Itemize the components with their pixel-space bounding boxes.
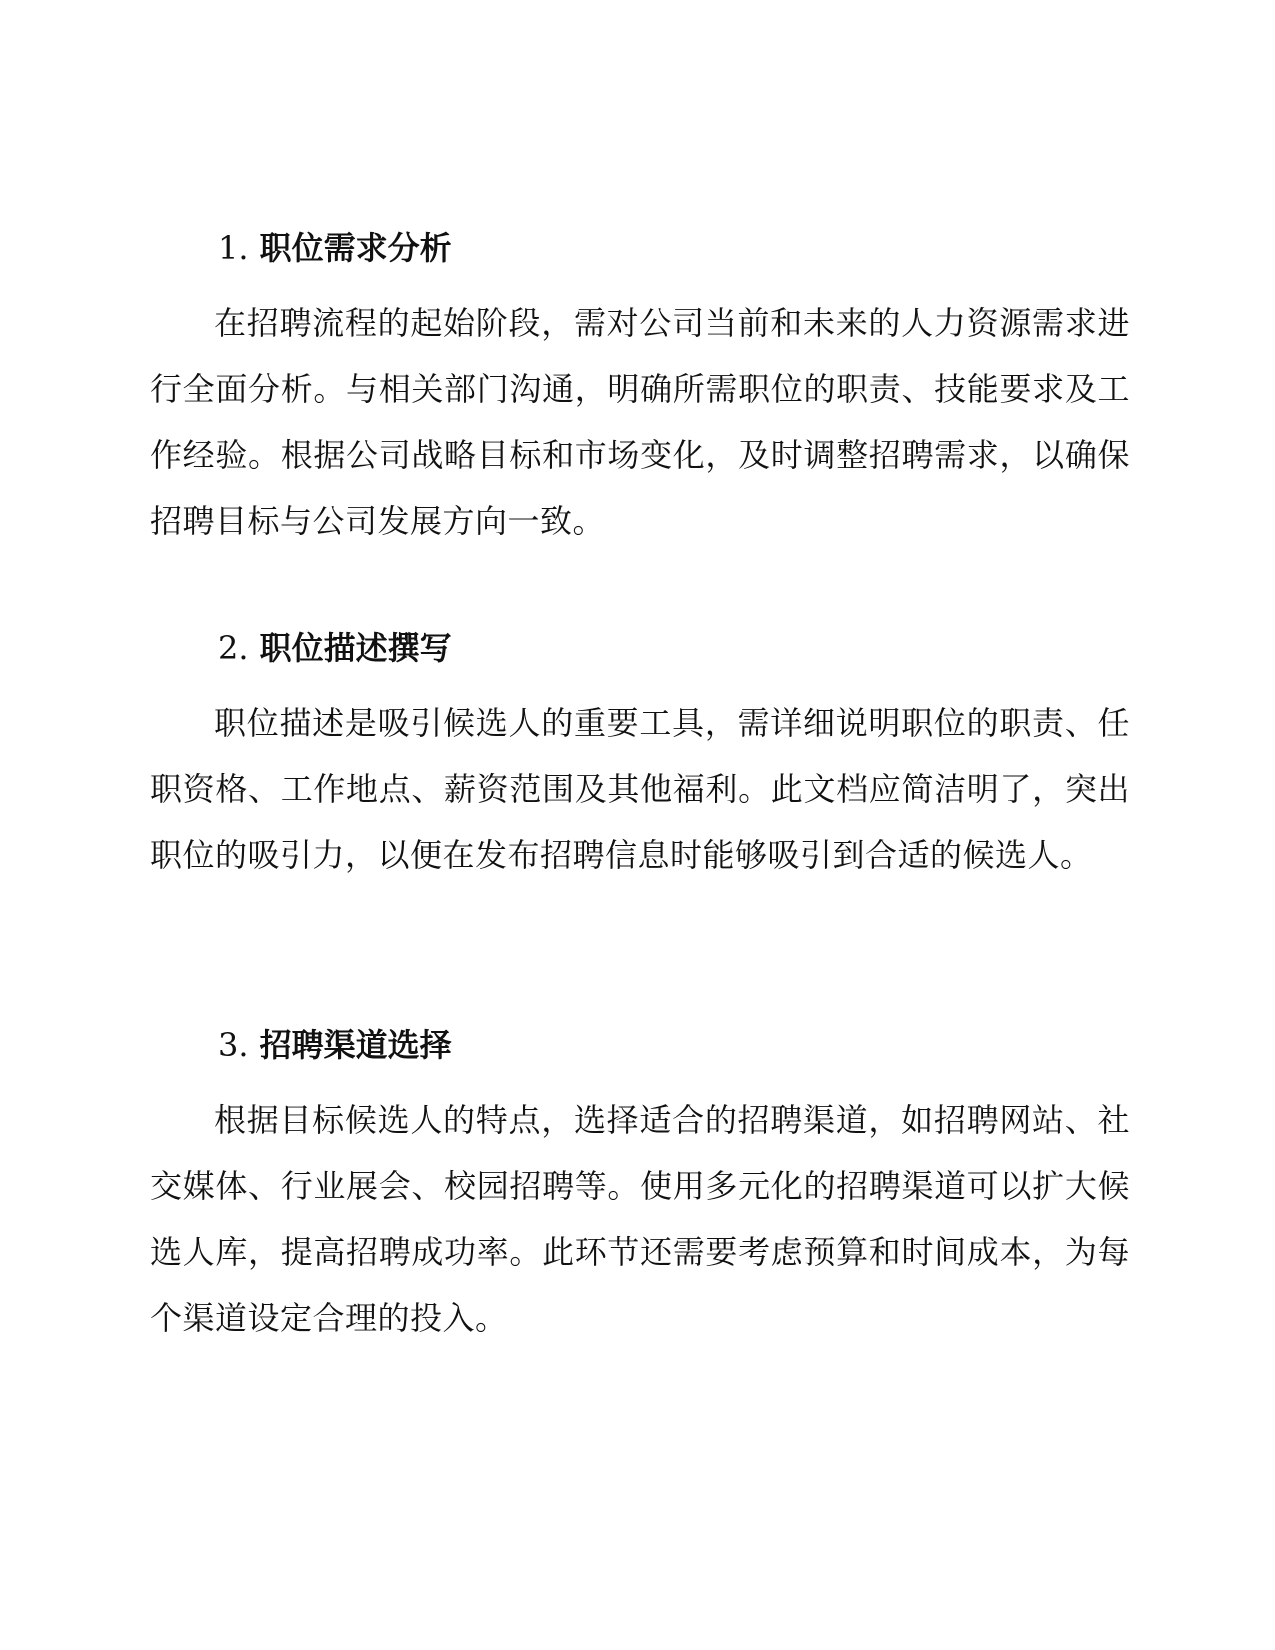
section-number: 3. (218, 1026, 249, 1064)
section-title: 职位需求分析 (259, 229, 452, 267)
section-title: 职位描述撰写 (259, 629, 452, 667)
section-paragraph: 根据目标候选人的特点，选择适合的招聘渠道，如招聘网站、社交媒体、行业展会、校园招聘等。使用多元化的招聘渠道可以扩大候选人库，提高招聘成功率。此环节还需要考虑预算和时间成本，为每个渠道设定合理的投入。 (150, 1101, 1130, 1337)
section-job-requirement-analysis (150, 228, 1130, 554)
section-paragraph: 在招聘流程的起始阶段，需对公司当前和未来的人力资源需求进行全面分析。与相关部门沟通，明确所需职位的职责、技能要求及工作经验。根据公司战略目标和市场变化，及时调整招聘需求，以确保招聘目标与公司发展方向一致。 (150, 304, 1130, 540)
section-heading (218, 1025, 1130, 1065)
section-heading (218, 228, 1130, 268)
section-number: 2. (218, 629, 249, 667)
section-number: 1. (218, 229, 249, 267)
section-paragraph: 职位描述是吸引候选人的重要工具，需详细说明职位的职责、任职资格、工作地点、薪资范围及其他福利。此文档应简洁明了，突出职位的吸引力，以便在发布招聘信息时能够吸引到合适的候选人。 (150, 704, 1130, 874)
section-title: 招聘渠道选择 (259, 1026, 452, 1064)
section-job-description-writing (150, 628, 1130, 888)
section-heading (218, 628, 1130, 668)
section-recruitment-channel-selection (150, 1025, 1130, 1351)
